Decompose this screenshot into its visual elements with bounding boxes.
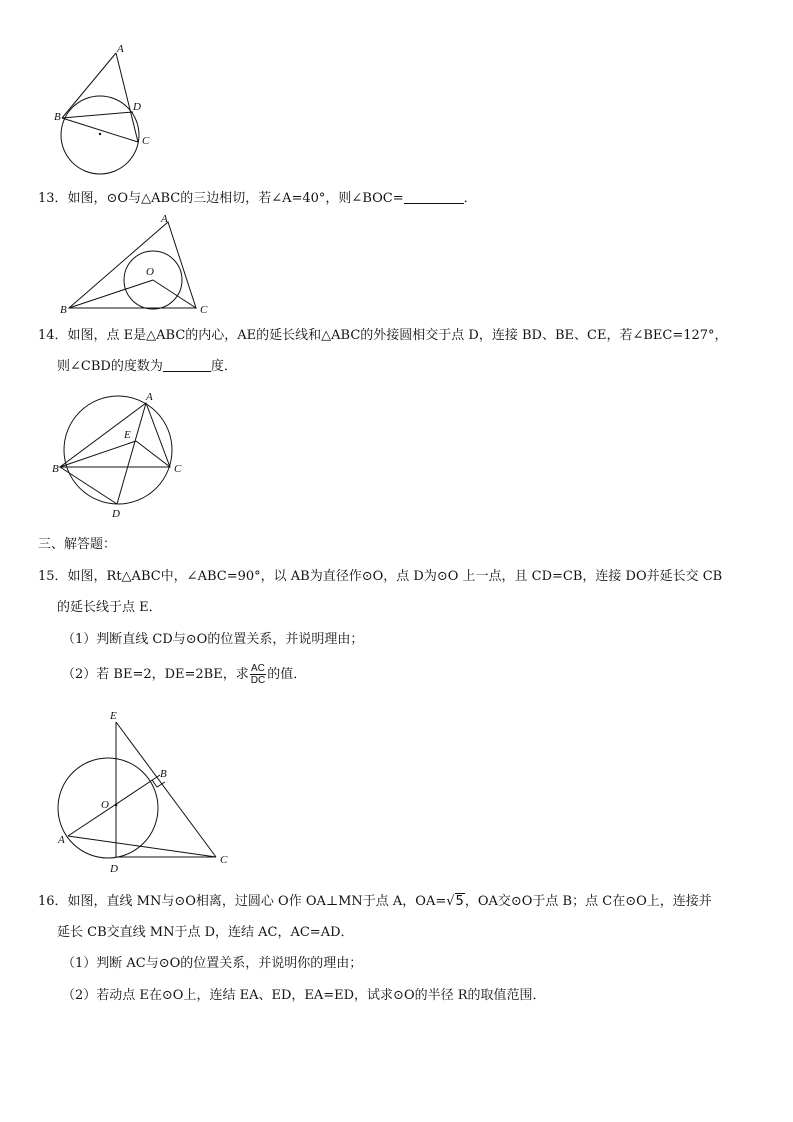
q16-part2: （2）若动点 E在⊙O上，连结 EA、ED，EA=ED，试求⊙O的半径 R的取值范围． [62, 988, 546, 1003]
segment-ab [62, 53, 116, 118]
label-b: B [52, 463, 59, 475]
segment-bd [62, 112, 133, 118]
segment-be [60, 441, 136, 467]
q14-line1: 14．如图，点 E是△ABC的内心，AE的延长线和△ABC的外接圆相交于点 D，连接 BD、BE、CE，若∠BEC=127°， [38, 328, 728, 343]
q15-part1: （1）判断直线 CD与⊙O的位置关系，并说明理由； [62, 632, 364, 647]
q15-line2: 的延长线于点 E． [57, 600, 162, 615]
figure-12 [50, 40, 160, 180]
segment-bd [60, 467, 117, 504]
q16-part1: （1）判断 AC与⊙O的位置关系，并说明你的理由； [62, 956, 363, 971]
label-a: A [117, 43, 124, 55]
q15-part2: （2）若 BE=2，DE=2BE，求 $\frac{AC}{DC}$ 的值． [62, 663, 307, 686]
segment-oc [153, 280, 196, 308]
label-d: D [110, 863, 118, 875]
label-c: C [174, 463, 182, 475]
segment-ob [69, 280, 153, 308]
segment-ac [68, 836, 216, 857]
answer-blank[interactable] [163, 358, 211, 372]
label-b: B [54, 111, 61, 123]
segment-bc [62, 118, 138, 142]
center-dot [99, 133, 101, 135]
figure-15 [50, 705, 240, 880]
label-b: B [60, 304, 67, 316]
q16-line1: 16．如图，直线 MN与⊙O相离，过圆心 O作 OA⊥MN于点 A，OA=√5，OA交⊙O于点 B；点 C在⊙O上，连接并 [38, 894, 712, 909]
q15-line1: 15．如图，Rt△ABC中，∠ABC=90°，以 AB为直径作⊙O，点 D为⊙O 上一点，且 CD=CB，连接 DO并延长交 CB [38, 569, 723, 584]
segment-ad [117, 403, 146, 504]
label-e: E [110, 710, 117, 722]
label-b: B [160, 768, 167, 780]
q16-line2: 延长 CB交直线 MN于点 D，连结 AC，AC=AD． [57, 925, 354, 940]
label-c: C [220, 854, 228, 866]
segment-ab [68, 775, 160, 836]
segment-ec [116, 722, 216, 857]
q13-text: 13．如图，⊙O与△ABC的三边相切，若∠A=40°，则∠BOC= ． [38, 191, 477, 206]
label-o: O [101, 799, 109, 811]
q14-line2: 则∠CBD的度数为 度． [57, 359, 237, 374]
fraction-ac-dc: $\frac{AC}{DC}$ [250, 663, 266, 686]
circumcircle [64, 396, 172, 504]
figure-14 [50, 385, 190, 523]
label-a: A [161, 213, 168, 225]
figure-13 [55, 212, 225, 320]
label-d: D [133, 101, 141, 113]
segment-ac [116, 53, 138, 142]
answer-blank[interactable] [404, 190, 464, 204]
label-o: O [146, 266, 154, 278]
section-title: 三、解答题： [38, 537, 117, 552]
label-c: C [142, 135, 150, 147]
center-dot [115, 804, 118, 807]
triangle-abc [60, 403, 170, 467]
label-e: E [124, 429, 131, 441]
label-a: A [146, 391, 153, 403]
label-c: C [200, 304, 208, 316]
label-d: D [112, 508, 120, 520]
label-a: A [58, 834, 65, 846]
sqrt-5: √5 [446, 894, 464, 909]
